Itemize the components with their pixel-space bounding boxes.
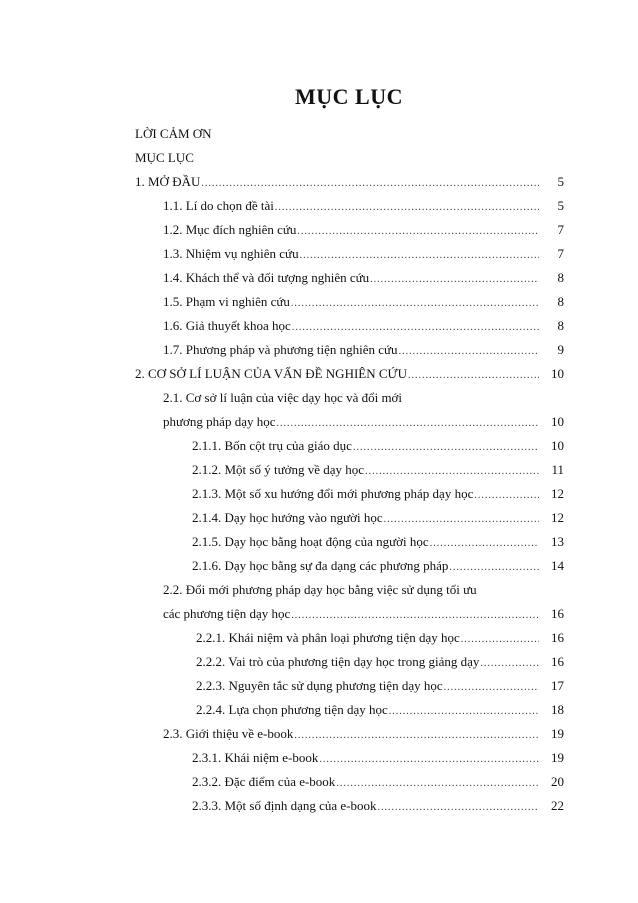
toc-leader-dots [408,364,539,388]
toc-page-number: 10 [551,366,564,381]
toc-page-number: 14 [551,558,564,573]
toc-leader-dots [399,340,539,364]
toc-entry-text: 2.3.1. Khái niệm e-book [192,750,319,765]
toc-leader-dots [384,508,539,532]
toc-entry-text: LỜI CẢM ƠN [135,126,212,141]
toc-leader-dots [319,748,539,772]
toc-page-number: 7 [557,246,564,261]
toc-page-number: 20 [551,774,564,789]
toc-entry-text: MỤC LỤC [135,150,194,165]
toc-entry [0,218,638,242]
toc-entry [0,602,638,626]
toc-entry [0,314,638,338]
toc-leader-dots [378,796,539,820]
toc-entry [0,578,638,602]
toc-entry-text: 1.3. Nhiệm vụ nghiên cứu [163,246,299,261]
toc-leader-dots [276,412,539,436]
toc-entry-text: phương pháp dạy học [163,414,276,429]
page-title: MỤC LỤC [295,84,403,109]
toc-entry [0,650,638,674]
toc-page-number: 16 [551,630,564,645]
toc-leader-dots [444,676,539,700]
toc-entry [0,194,638,218]
toc-entry [0,770,638,794]
toc-entry-text: 2.1.2. Một số ý tưởng về dạy học [192,462,365,477]
toc-entry [0,242,638,266]
toc-entry-text: 1.5. Phạm vi nghiên cứu [163,294,290,309]
toc-leader-dots [449,556,539,580]
toc-entry [0,362,638,386]
toc-leader-dots [365,460,539,484]
toc-entry-text: 2.1.5. Dạy học bằng hoạt động của người học [192,534,429,549]
toc-entry [0,458,638,482]
toc-page-number: 8 [557,318,564,333]
toc-page-number: 12 [551,510,564,525]
toc-entry [0,698,638,722]
toc-entry [0,530,638,554]
toc-leader-dots [353,436,539,460]
toc-leader-dots [389,700,539,724]
toc-entry-text: 1.1. Lí do chọn đề tài [163,198,274,213]
toc-entry-text: 1.2. Mục đích nghiên cứu [163,222,297,237]
toc-entry [0,554,638,578]
toc-leader-dots [291,604,539,628]
toc-page-number: 9 [557,342,564,357]
toc-entry [0,386,638,410]
toc-page-number: 7 [557,222,564,237]
toc-page-number: 5 [557,174,564,189]
toc-leader-dots [292,316,539,340]
table-of-contents [0,122,638,818]
toc-page-number: 18 [551,702,564,717]
toc-entry-text: 2.3.2. Đặc điểm của e-book [192,774,336,789]
toc-entry-text: 2.1. Cơ sở lí luận của việc dạy học và đổi mới [163,390,403,405]
toc-leader-dots [291,292,539,316]
toc-page-number: 22 [551,798,564,813]
toc-page-number: 19 [551,750,564,765]
toc-leader-dots [480,652,539,676]
toc-entry-text: 2. CƠ SỞ LÍ LUẬN CỦA VẤN ĐỀ NGHIÊN CỨU [135,366,408,381]
toc-entry [0,122,638,146]
toc-entry [0,746,638,770]
toc-entry-text: 2.1.4. Dạy học hướng vào người học [192,510,383,525]
toc-entry-text: 2.2.3. Nguyên tắc sử dụng phương tiện dạy học [196,678,443,693]
toc-entry [0,506,638,530]
toc-entry [0,722,638,746]
toc-entry-text: 2.3.3. Một số định dạng của e-book [192,798,377,813]
toc-entry [0,266,638,290]
toc-entry-text: 2.2. Đổi mới phương pháp dạy học bằng việc sử dụng tối ưu [163,582,477,597]
toc-entry-text: 2.1.3. Một số xu hướng đổi mới phương pháp dạy học [192,486,474,501]
toc-entry-text: 2.3. Giới thiệu về e-book [163,726,294,741]
toc-leader-dots [275,196,539,220]
toc-page-number: 8 [557,294,564,309]
toc-entry [0,626,638,650]
toc-entry-text: 2.2.1. Khái niệm và phân loại phương tiện dạy học [196,630,460,645]
toc-entry-text: 2.2.4. Lựa chọn phương tiện dạy học [196,702,388,717]
toc-entry [0,290,638,314]
toc-page-number: 10 [551,438,564,453]
toc-leader-dots [430,532,539,556]
toc-entry-text: 1. MỞ ĐẦU [135,174,201,189]
toc-page-number: 10 [551,414,564,429]
toc-leader-dots [294,724,539,748]
toc-page-number: 16 [551,606,564,621]
toc-entry [0,434,638,458]
toc-entry-text: 1.6. Giả thuyết khoa học [163,318,291,333]
toc-page-number: 13 [551,534,564,549]
toc-leader-dots [201,172,539,196]
toc-page-number: 19 [551,726,564,741]
toc-page-number: 11 [551,462,564,477]
toc-entry [0,674,638,698]
toc-page-number: 17 [551,678,564,693]
toc-entry-text: 1.4. Khách thể và đối tượng nghiên cứu [163,270,370,285]
toc-entry-text: 2.2.2. Vai trò của phương tiện dạy học trong giảng dạy [196,654,480,669]
toc-entry-text: 2.1.1. Bốn cột trụ của giáo dục [192,438,352,453]
toc-entry-text: 2.1.6. Dạy học bằng sự đa dạng các phương pháp [192,558,449,573]
toc-leader-dots [474,484,539,508]
toc-page-number: 12 [551,486,564,501]
toc-entry-text: 1.7. Phương pháp và phương tiện nghiên cứu [163,342,398,357]
toc-page-number: 16 [551,654,564,669]
toc-leader-dots [297,220,539,244]
toc-entry-text: các phương tiện dạy học [163,606,291,621]
toc-page-number: 5 [557,198,564,213]
toc-entry [0,410,638,434]
toc-leader-dots [461,628,539,652]
toc-leader-dots [336,772,539,796]
toc-page-number: 8 [557,270,564,285]
toc-entry [0,338,638,362]
toc-entry [0,794,638,818]
toc-leader-dots [300,244,539,268]
toc-leader-dots [370,268,539,292]
toc-entry [0,146,638,170]
toc-entry [0,170,638,194]
toc-entry [0,482,638,506]
